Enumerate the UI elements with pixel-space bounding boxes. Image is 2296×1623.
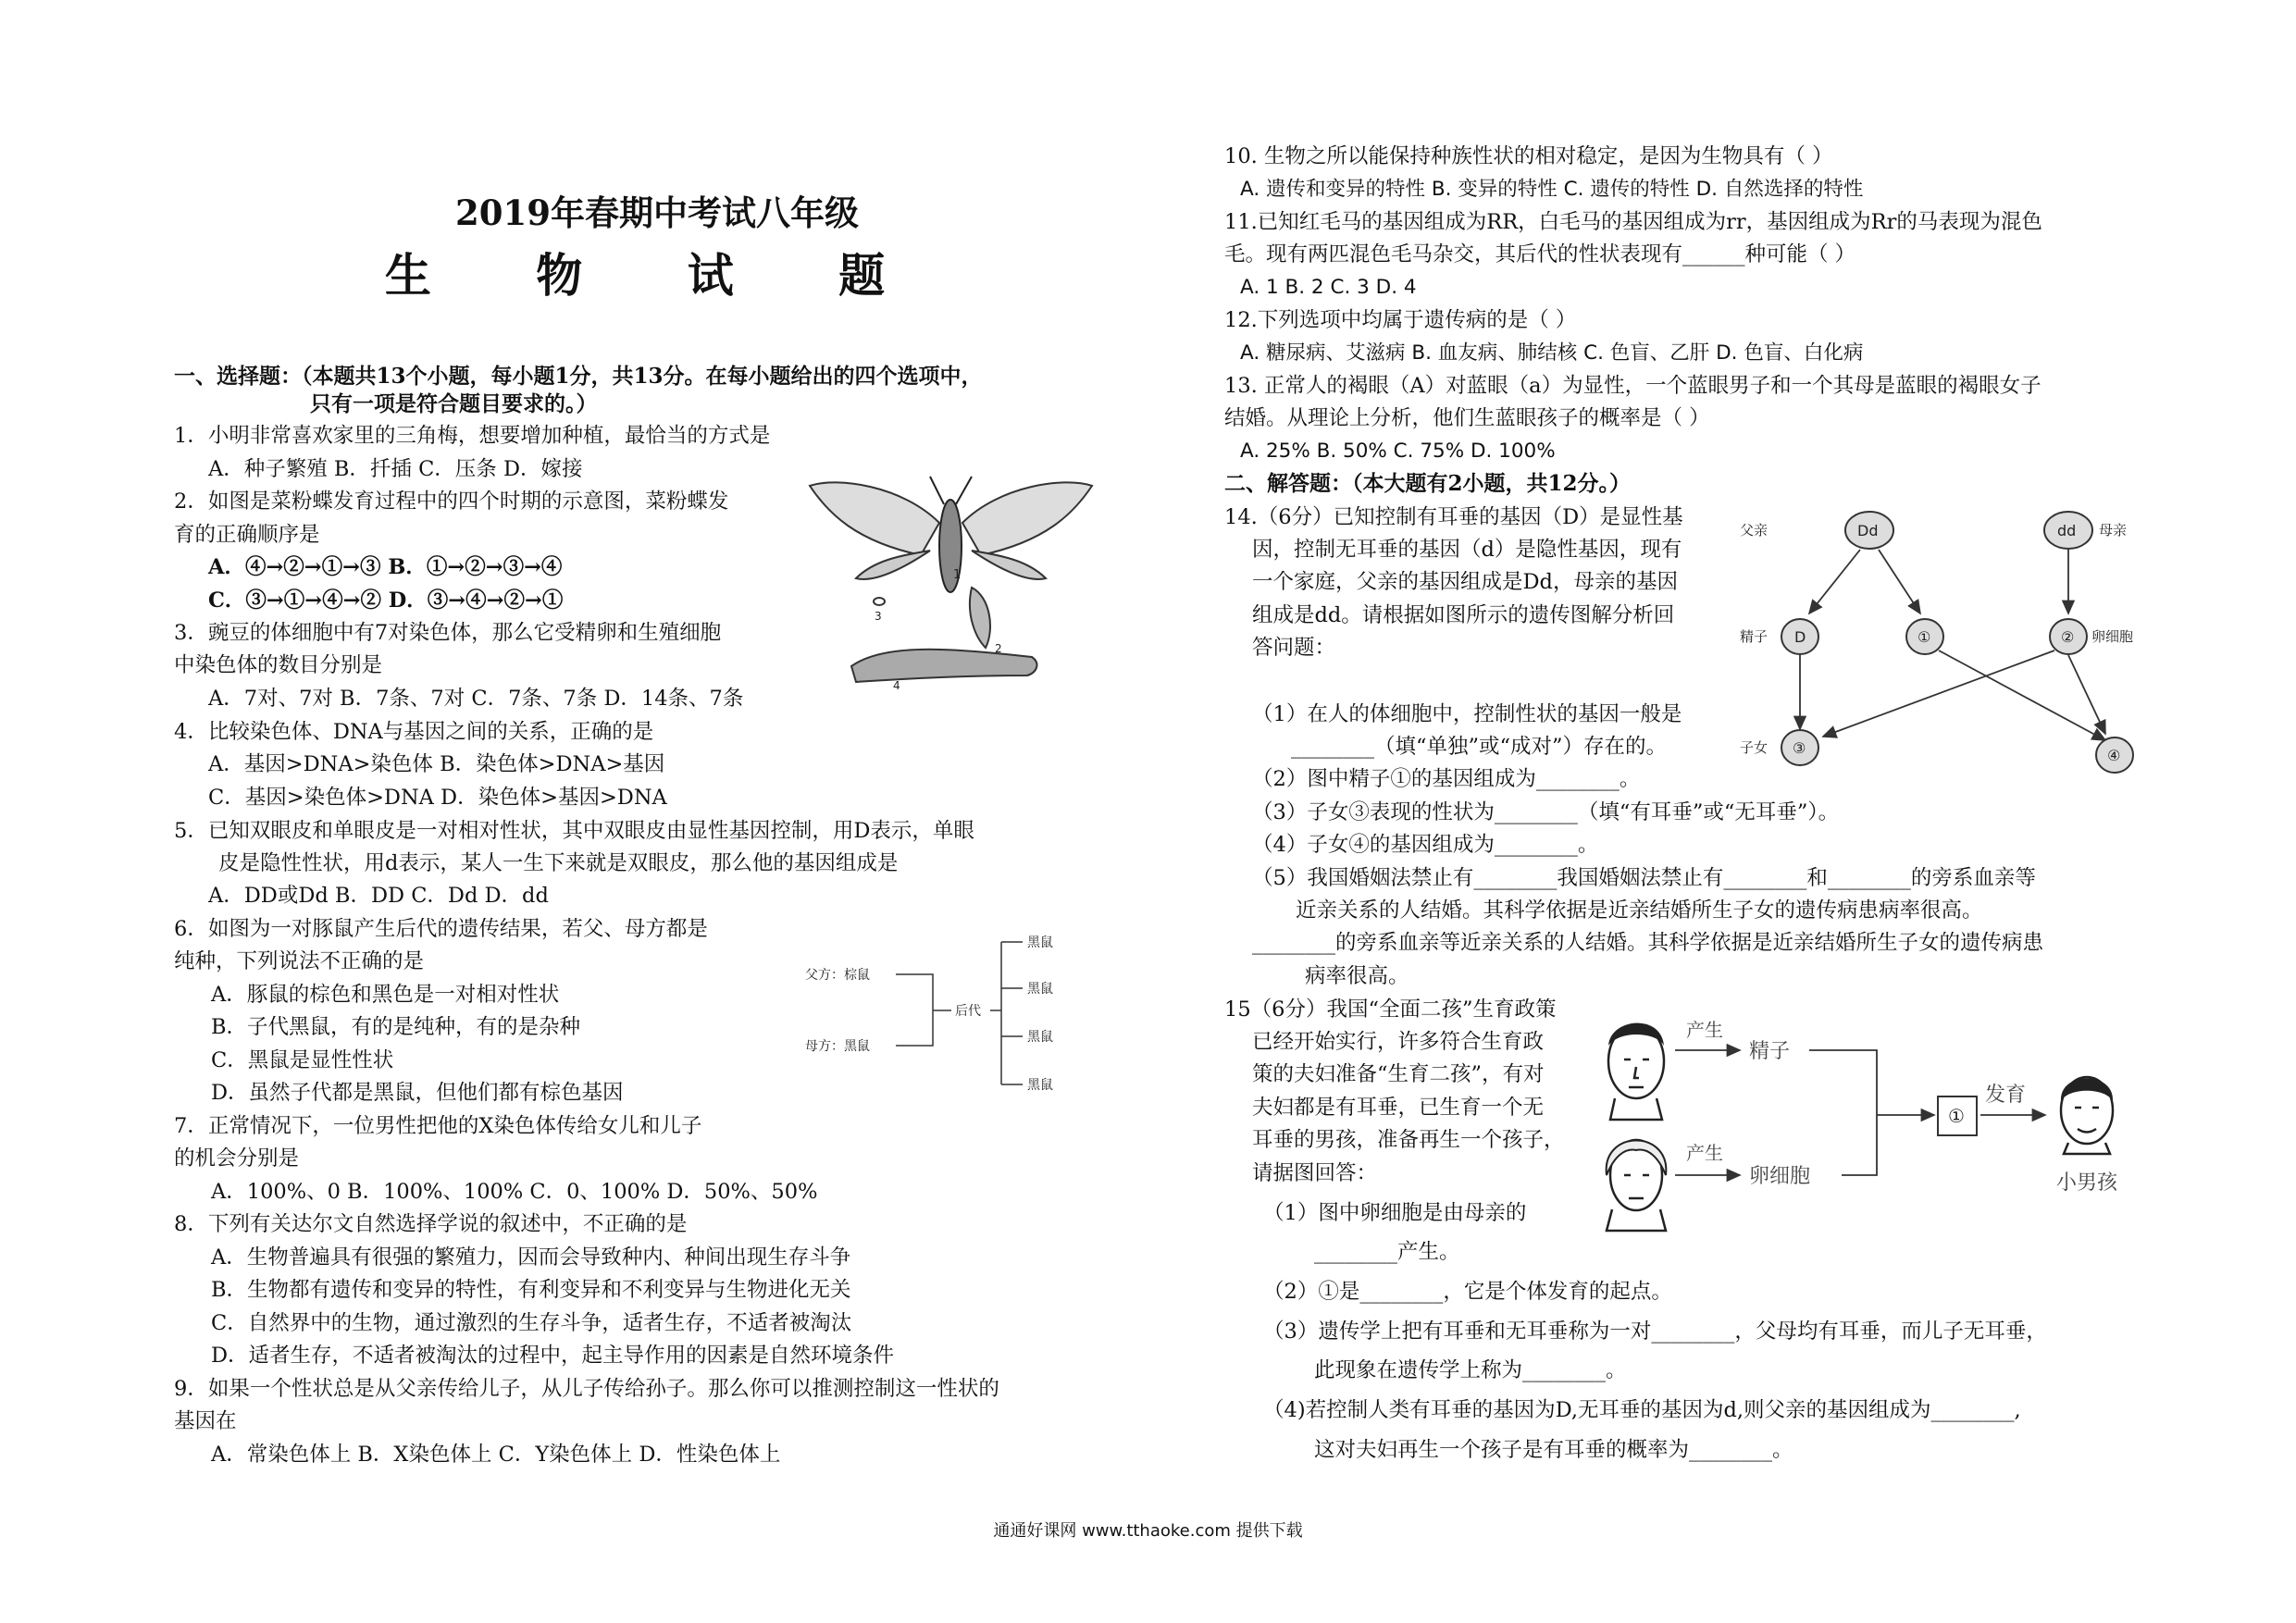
q14-stem-5: 答问题： (1252, 636, 1336, 660)
q14-sub4: （4）子女④的基因组成为________。 (1252, 833, 1599, 857)
q10-options: A. 遗传和变异的特性 B. 变异的特性 C. 遗传的特性 D. 自然选择的特性 (1240, 178, 1864, 201)
q6-option-b: B．子代黑鼠，有的是纯种，有的是杂种 (211, 1015, 581, 1039)
q8-stem: 8．下列有关达尔文自然选择学说的叙述中，不正确的是 (174, 1212, 688, 1236)
q15-stem-6: 请据图回答： (1252, 1161, 1378, 1185)
q15-sub4-cont: 这对夫妇再生一个孩子是有耳垂的概率为________。 (1314, 1438, 1793, 1462)
q15-sub4: （4)若控制人类有耳垂的基因为D,无耳垂的基因为d,则父亲的基因组成为________, (1263, 1398, 2021, 1422)
svg-text:3: 3 (875, 610, 882, 623)
q15-sub3-cont: 此现象在遗传学上称为________。 (1314, 1358, 1627, 1382)
q10-stem: 10. 生物之所以能保持种族性状的相对稳定，是因为生物具有（ ） (1224, 144, 1833, 168)
q6-option-a: A．豚鼠的棕色和黑色是一对相对性状 (211, 983, 560, 1007)
child-3: ③ (1793, 739, 1806, 757)
guinea-pig-cross-diagram (796, 925, 1092, 1106)
q4-stem: 4．比较染色体、DNA与基因之间的关系，正确的是 (174, 720, 654, 744)
q3-options: A．7对、7对 B．7条、7对 C．7条、7条 D．14条、7条 (208, 687, 744, 711)
exam-subject: 生 物 试 题 (384, 248, 930, 303)
q13-options: A. 25% B. 50% C. 75% D. 100% (1240, 440, 1556, 463)
q12-stem: 12.下列选项中均属于遗传病的是（ ） (1224, 308, 1577, 332)
q3-stem: 3．豌豆的体细胞中有7对染色体，那么它受精卵和生殖细胞 (174, 621, 722, 645)
q15-sub1: （1）图中卵细胞是由母亲的 (1263, 1201, 1527, 1225)
q1-stem: 1．小明非常喜欢家里的三角梅，想要增加种植，最恰当的方式是 (174, 424, 771, 448)
section-1-heading: 一、选择题：（本题共13个小题，每小题1分，共13分。在每小题给出的四个选项中， (174, 364, 983, 389)
q7-stem-cont: 的机会分别是 (174, 1146, 300, 1171)
egg-label: 卵细胞 (1749, 1165, 1811, 1188)
produce-label-1: 产生 (1686, 1019, 1723, 1041)
q4-options-ab: A．基因>DNA>染色体 B．染色体>DNA>基因 (208, 752, 665, 776)
q5-stem: 5．已知双眼皮和单眼皮是一对相对性状，其中双眼皮由显性基因控制，用D表示，单眼 (174, 819, 974, 843)
q15-sub3: （3）遗传学上把有耳垂和无耳垂称为一对________，父母均有耳垂，而儿子无耳垂， (1263, 1319, 2047, 1344)
q14-stem-4: 组成是dd。请根据如图所示的遗传图解分析回 (1252, 603, 1675, 627)
ear-lobe-inheritance-diagram (1740, 507, 2138, 785)
develop-label: 发育 (1985, 1084, 2027, 1107)
q11-options: A. 1 B. 2 C. 3 D. 4 (1240, 276, 1417, 299)
q7-options: A．100%、0 B．100%、100% C．0、100% D．50%、50% (211, 1180, 818, 1204)
sperm-D: D (1794, 628, 1806, 646)
father-brown-label: 父方：棕鼠 (805, 968, 870, 983)
child-black-2: 黑鼠 (1027, 982, 1053, 997)
q2-stem: 2．如图是菜粉蝶发育过程中的四个时期的示意图，菜粉蝶发 (174, 489, 729, 514)
exam-title: 2019年春期中考试八年级 (455, 192, 859, 233)
q14-stem-2: 因，控制无耳垂的基因（d）是隐性基因，现有 (1252, 538, 1682, 562)
q15-stem-3: 策的夫妇准备“生育二孩”，有对 (1252, 1062, 1545, 1086)
q14-sub5-cont: 近亲关系的人结婚。其科学依据是近亲结婚所生子女的遗传病患病率很高。 (1296, 898, 1983, 923)
father-gene: Dd (1857, 522, 1879, 539)
q15-sub1-cont: ________产生。 (1314, 1240, 1460, 1264)
q7-stem: 7．正常情况下，一位男性把他的X染色体传给女儿和儿子 (174, 1114, 702, 1138)
q8-option-d: D．适者生存，不适者被淘汰的过程中，起主导作用的因素是自然环境条件 (211, 1344, 895, 1368)
child-black-3: 黑鼠 (1027, 1030, 1053, 1045)
q14-sub5-cont3: 病率很高。 (1305, 964, 1409, 988)
q6-stem: 6．如图为一对豚鼠产生后代的遗传结果，若父、母方都是 (174, 917, 708, 941)
q2-stem-cont: 育的正确顺序是 (174, 523, 320, 547)
q14-sub2: （2）图中精子①的基因组成为________。 (1252, 767, 1641, 791)
boy-label: 小男孩 (2056, 1171, 2118, 1195)
q11-stem: 11.已知红毛马的基因组成为RR，白毛马的基因组成为rr，基因组成为Rr的马表现为混色 (1224, 210, 2042, 234)
q5-stem-cont: 皮是隐性性状，用d表示，某人一生下来就是双眼皮，那么他的基因组成是 (218, 851, 899, 875)
q9-stem-cont: 基因在 (174, 1409, 237, 1433)
q15-stem-1: 15（6分）我国“全面二孩”生育政策 (1224, 997, 1557, 1022)
q6-option-d: D．虽然子代都是黑鼠，但他们都有棕色基因 (211, 1081, 624, 1105)
offspring-label: 后代 (955, 1004, 981, 1019)
q15-stem-5: 耳垂的男孩，准备再生一个孩子， (1252, 1128, 1565, 1152)
q13-stem-cont: 结婚。从理论上分析，他们生蓝眼孩子的概率是（ ） (1224, 406, 1710, 430)
sperm-1: ① (1917, 628, 1931, 646)
q9-options: A．常染色体上 B．X染色体上 C．Y染色体上 D．性染色体上 (211, 1443, 781, 1467)
q14-stem-1: 14.（6分）已知控制有耳垂的基因（D）是显性基 (1224, 505, 1683, 529)
q8-option-b: B．生物都有遗传和变异的特性，有利变异和不利变异与生物进化无关 (211, 1278, 851, 1302)
q11-stem-cont: 毛。现有两匹混色毛马杂交，其后代的性状表现有______种可能（ ） (1224, 242, 1856, 266)
q14-sub3: （3）子女③表现的性状为________（填“有耳垂”或“无耳垂”）。 (1252, 800, 1840, 824)
q4-options-cd: C．基因>染色体>DNA D．染色体>基因>DNA (208, 786, 667, 810)
q12-options: A. 糖尿病、艾滋病 B. 血友病、肺结核 C. 色盲、乙肝 D. 色盲、白化病 (1240, 341, 1864, 365)
q6-stem-cont: 纯种，下列说法不正确的是 (174, 949, 425, 973)
mother-gene: dd (2057, 522, 2077, 539)
q8-option-c: C．自然界中的生物，通过激烈的生存斗争，适者生存，不适者被淘汰 (211, 1311, 852, 1335)
q14-sub5: （5）我国婚姻法禁止有________我国婚姻法禁止有________和________的旁系血亲等 (1252, 866, 2036, 890)
egg-label: 卵细胞 (2091, 628, 2134, 645)
q2-options-ab: A．④→②→①→③ B．①→②→③→④ (208, 555, 563, 579)
boy-face-icon (2061, 1077, 2113, 1154)
svg-text:4: 4 (893, 679, 900, 689)
q1-options: A．种子繁殖 B．扦插 C．压条 D．嫁接 (208, 457, 583, 481)
sperm-label: 精子 (1740, 628, 1769, 645)
child-black-4: 黑鼠 (1027, 1078, 1053, 1093)
egg-2: ② (2061, 628, 2075, 646)
mother-label: 母亲 (2099, 522, 2128, 539)
q13-stem: 13. 正常人的褐眼（A）对蓝眼（a）为显性，一个蓝眼男子和一个其母是蓝眼的褐眼女子 (1224, 374, 2042, 398)
butterfly-lifecycle-figure (800, 467, 1115, 689)
svg-text:2: 2 (995, 642, 1002, 655)
q14-stem-3: 一个家庭，父亲的基因组成是Dd，母亲的基因 (1252, 570, 1678, 594)
footer-source: 通通好课网 www.tthaoke.com 提供下载 (993, 1521, 1303, 1541)
q14-sub1-cont: ________（填“单独”或“成对”）存在的。 (1291, 735, 1668, 759)
sperm-label: 精子 (1749, 1040, 1791, 1063)
section-1-heading-cont: 只有一项是符合题目要求的。） (310, 391, 598, 416)
zygote-number: ① (1948, 1105, 1965, 1127)
q3-stem-cont: 中染色体的数目分别是 (174, 653, 383, 677)
svg-text:1: 1 (953, 568, 962, 582)
q14-sub5-cont2: ________的旁系血亲等近亲关系的人结婚。其科学依据是近亲结婚所生子女的遗传病患 (1252, 931, 2044, 955)
section-2-heading: 二、解答题：（本大题有2小题，共12分。） (1224, 471, 1632, 496)
child-black-1: 黑鼠 (1027, 935, 1053, 950)
children-label: 子女 (1740, 739, 1769, 756)
mother-black-label: 母方：黑鼠 (805, 1039, 870, 1054)
father-face-icon (1608, 1023, 1664, 1120)
q2-options-cd: C．③→①→④→② D．③→④→②→① (208, 588, 564, 613)
q15-stem-4: 夫妇都是有耳垂，已生育一个无 (1252, 1096, 1545, 1120)
q6-option-c: C．黑鼠是显性性状 (211, 1048, 394, 1072)
second-child-diagram (1601, 1004, 2138, 1235)
produce-label-2: 产生 (1686, 1142, 1723, 1164)
q15-stem-2: 已经开始实行，许多符合生育政 (1252, 1030, 1545, 1054)
child-4: ④ (2107, 747, 2121, 764)
q15-sub2: （2）①是________，它是个体发育的起点。 (1263, 1280, 1672, 1304)
q5-options: A．DD或Dd B．DD C．Dd D．dd (208, 884, 549, 908)
q8-option-a: A．生物普遍具有很强的繁殖力，因而会导致种内、种间出现生存斗争 (211, 1245, 851, 1270)
q9-stem: 9．如果一个性状总是从父亲传给儿子，从儿子传给孙子。那么你可以推测控制这一性状的 (174, 1377, 999, 1401)
q14-sub1: （1）在人的体细胞中，控制性状的基因一般是 (1252, 702, 1682, 726)
mother-face-icon (1607, 1140, 1667, 1231)
father-label: 父亲 (1740, 522, 1769, 539)
